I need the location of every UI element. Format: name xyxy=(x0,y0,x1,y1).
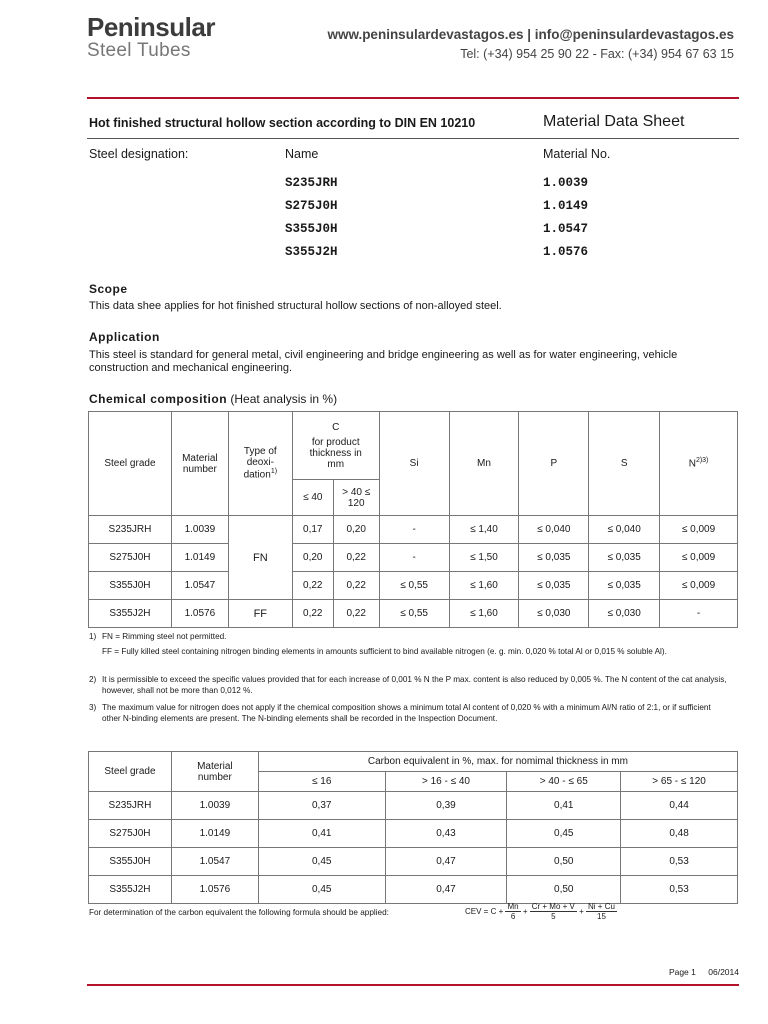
col-n-label: N xyxy=(688,458,696,470)
footnote-1b: FF = Fully killed steel containing nitrogen binding elements in amounts sufficient to bind available nitrogen (e. g. min. 0,020 % total Al or 0,015 % soluble Al). xyxy=(102,647,667,656)
cell-p: ≤ 0,040 xyxy=(519,516,589,544)
formula-lhs: CEV = C + xyxy=(465,907,504,916)
application-text: This steel is standard for general metal, civil engineering and bridge engineering as well as for water engineering, vehicle construction and mechanical engineering. xyxy=(89,349,678,374)
table-row xyxy=(89,848,738,876)
designation-name: S355J0H xyxy=(285,222,338,236)
chem-heading-bold: Chemical composition xyxy=(89,392,228,406)
footnote-3-mark: 3) xyxy=(89,703,97,712)
cell-si: ≤ 0,55 xyxy=(379,600,449,628)
footer-page-info xyxy=(669,967,739,977)
cev-sub-header: ≤ 16 xyxy=(258,772,385,792)
cell-cev: 0,45 xyxy=(258,848,385,876)
cell-cev: 0,53 xyxy=(621,848,738,876)
table-row xyxy=(89,572,738,600)
cell-cev: 0,45 xyxy=(507,820,621,848)
cell-cev: 0,50 xyxy=(507,848,621,876)
fraction-nicu xyxy=(586,902,617,921)
cell-n: ≤ 0,009 xyxy=(660,572,738,600)
cell-deox-ff: FF xyxy=(228,600,292,628)
col-c-sub: for product thickness in mm xyxy=(309,436,362,470)
fraction-crmov xyxy=(530,902,577,921)
document-title: Hot finished structural hollow section according to DIN EN 10210 xyxy=(89,116,476,130)
col-type-footnote: 1) xyxy=(270,468,278,476)
cell-p: ≤ 0,030 xyxy=(519,600,589,628)
col-n xyxy=(660,412,738,516)
cell-deox-fn: FN xyxy=(228,516,292,600)
cell-n: - xyxy=(660,600,738,628)
frac-num: Mn xyxy=(507,902,519,911)
cell-cev: 0,50 xyxy=(507,876,621,904)
website-email: www.peninsulardevastagos.es | info@peninsulardevastagos.es xyxy=(327,27,734,42)
footnote-2: It is permissible to exceed the specific values provided that for each increase of 0,001 % N the P max. content is also reduced by 0,005 %. The N content of the cat analysis, however, shall not be more than 0,012 %. xyxy=(102,675,727,695)
cell-c1: 0,17 xyxy=(292,516,333,544)
fraction-mn xyxy=(505,902,520,921)
cell-grade: S355J0H xyxy=(89,848,172,876)
col-type-label: Type of deoxi-dation xyxy=(243,446,277,481)
cell-material: 1.0039 xyxy=(171,516,228,544)
col-p: P xyxy=(519,412,589,516)
frac-den: 5 xyxy=(551,912,556,921)
cev-col-material-number: Material number xyxy=(171,752,258,792)
col-steel-grade: Steel grade xyxy=(89,412,172,516)
scope-heading: Scope xyxy=(89,282,128,296)
formula-text: For determination of the carbon equivalent the following formula should be applied: xyxy=(89,908,389,917)
cell-cev: 0,47 xyxy=(385,848,507,876)
col-n-footnote: 2)3) xyxy=(695,457,709,465)
designation-name: S275J0H xyxy=(285,199,338,213)
cell-s: ≤ 0,040 xyxy=(589,516,660,544)
footer-date: 06/2014 xyxy=(708,967,739,977)
formula-plus: + xyxy=(579,907,584,916)
cell-grade: S235JRH xyxy=(89,792,172,820)
chemical-composition-table xyxy=(88,411,738,628)
footnote-3: The maximum value for nitrogen does not apply if the chemical composition shows a minimum total Al content of 0,020 % with a minimum Al/N ratio of 2:1, or if sufficient other N-binding elements are present. The N-binding elements shall be recorded in the Inspection Document. xyxy=(102,703,711,723)
cell-material: 1.0576 xyxy=(171,876,258,904)
col-si: Si xyxy=(379,412,449,516)
scope-text: This data shee applies for hot finished structural hollow sections of non-alloyed steel. xyxy=(89,300,502,312)
cell-n: ≤ 0,009 xyxy=(660,544,738,572)
col-c xyxy=(292,412,379,480)
chemical-composition-heading xyxy=(89,392,337,406)
table-row xyxy=(89,792,738,820)
cell-c2: 0,22 xyxy=(333,600,379,628)
cell-cev: 0,48 xyxy=(621,820,738,848)
cell-grade: S275J0H xyxy=(89,820,172,848)
designation-name: S235JRH xyxy=(285,176,338,190)
chem-heading-suffix: (Heat analysis in %) xyxy=(230,392,338,406)
designation-no: 1.0547 xyxy=(543,222,589,236)
cell-n: ≤ 0,009 xyxy=(660,516,738,544)
cell-si: - xyxy=(379,544,449,572)
cell-c1: 0,20 xyxy=(292,544,333,572)
cell-grade: S235JRH xyxy=(89,516,172,544)
cell-mn: ≤ 1,40 xyxy=(449,516,519,544)
col-type-deoxidation xyxy=(228,412,292,516)
cell-material: 1.0547 xyxy=(171,572,228,600)
tel-fax: Tel: (+34) 954 25 90 22 - Fax: (+34) 954 67 63 15 xyxy=(460,47,734,61)
cell-s: ≤ 0,035 xyxy=(589,572,660,600)
designation-name: S355J2H xyxy=(285,245,338,259)
cell-c2: 0,20 xyxy=(333,516,379,544)
col-c-gt40: > 40 ≤ 120 xyxy=(333,480,379,516)
col-c-le40: ≤ 40 xyxy=(292,480,333,516)
cell-grade: S355J0H xyxy=(89,572,172,600)
cell-material: 1.0547 xyxy=(171,848,258,876)
footnote-2-mark: 2) xyxy=(89,675,97,684)
cell-c1: 0,22 xyxy=(292,572,333,600)
cell-material: 1.0149 xyxy=(171,820,258,848)
cell-cev: 0,44 xyxy=(621,792,738,820)
cev-sub-header: > 65 - ≤ 120 xyxy=(621,772,738,792)
brand-name: Peninsular xyxy=(87,12,215,42)
table-row xyxy=(89,544,738,572)
material-no-label: Material No. xyxy=(543,147,611,161)
carbon-equivalent-table xyxy=(88,751,738,904)
cell-cev: 0,39 xyxy=(385,792,507,820)
col-material-number: Material number xyxy=(171,412,228,516)
table-row xyxy=(89,600,738,628)
frac-den: 6 xyxy=(510,912,516,921)
cev-group-header: Carbon equivalent in %, max. for nomimal thickness in mm xyxy=(258,752,737,772)
cell-p: ≤ 0,035 xyxy=(519,572,589,600)
col-s: S xyxy=(589,412,660,516)
designation-no: 1.0576 xyxy=(543,245,589,259)
application-heading: Application xyxy=(89,330,160,344)
cell-grade: S355J2H xyxy=(89,876,172,904)
cev-formula xyxy=(465,902,617,921)
designation-no: 1.0039 xyxy=(543,176,589,190)
cell-material: 1.0576 xyxy=(171,600,228,628)
title-rule xyxy=(87,138,739,139)
cell-p: ≤ 0,035 xyxy=(519,544,589,572)
cell-si: ≤ 0,55 xyxy=(379,572,449,600)
cell-mn: ≤ 1,50 xyxy=(449,544,519,572)
footnote-1-mark: 1) xyxy=(89,632,97,641)
header-divider xyxy=(87,97,739,99)
cev-sub-header: > 40 - ≤ 65 xyxy=(507,772,621,792)
footer-divider xyxy=(87,984,739,986)
cell-s: ≤ 0,030 xyxy=(589,600,660,628)
table-row xyxy=(89,876,738,904)
cell-si: - xyxy=(379,516,449,544)
frac-den: 15 xyxy=(597,912,606,921)
cell-cev: 0,43 xyxy=(385,820,507,848)
footer-page: Page 1 xyxy=(668,967,696,977)
cev-sub-header: > 16 - ≤ 40 xyxy=(385,772,507,792)
cell-cev: 0,45 xyxy=(258,876,385,904)
cell-cev: 0,53 xyxy=(621,876,738,904)
frac-num: Cr + Mo + V xyxy=(531,902,575,911)
cell-grade: S355J2H xyxy=(89,600,172,628)
sheet-title: Material Data Sheet xyxy=(543,113,685,130)
cell-c1: 0,22 xyxy=(292,600,333,628)
cell-c2: 0,22 xyxy=(333,572,379,600)
cell-material: 1.0149 xyxy=(171,544,228,572)
cell-cev: 0,37 xyxy=(258,792,385,820)
cell-c2: 0,22 xyxy=(333,544,379,572)
frac-num: Ni + Cu xyxy=(588,902,615,911)
cell-s: ≤ 0,035 xyxy=(589,544,660,572)
brand-subtitle: Steel Tubes xyxy=(87,40,191,61)
table-row xyxy=(89,820,738,848)
name-label: Name xyxy=(285,147,319,161)
col-mn: Mn xyxy=(449,412,519,516)
table-row xyxy=(89,516,738,544)
cev-col-steel-grade: Steel grade xyxy=(89,752,172,792)
cell-material: 1.0039 xyxy=(171,792,258,820)
footnote-1a: FN = Rimming steel not permitted. xyxy=(102,632,227,641)
cell-mn: ≤ 1,60 xyxy=(449,600,519,628)
steel-designation-label: Steel designation: xyxy=(89,147,189,161)
col-c-label: C xyxy=(332,421,340,433)
cell-cev: 0,47 xyxy=(385,876,507,904)
cell-cev: 0,41 xyxy=(507,792,621,820)
cell-cev: 0,41 xyxy=(258,820,385,848)
designation-no: 1.0149 xyxy=(543,199,589,213)
formula-plus: + xyxy=(522,907,528,916)
cell-grade: S275J0H xyxy=(89,544,172,572)
cell-mn: ≤ 1,60 xyxy=(449,572,519,600)
